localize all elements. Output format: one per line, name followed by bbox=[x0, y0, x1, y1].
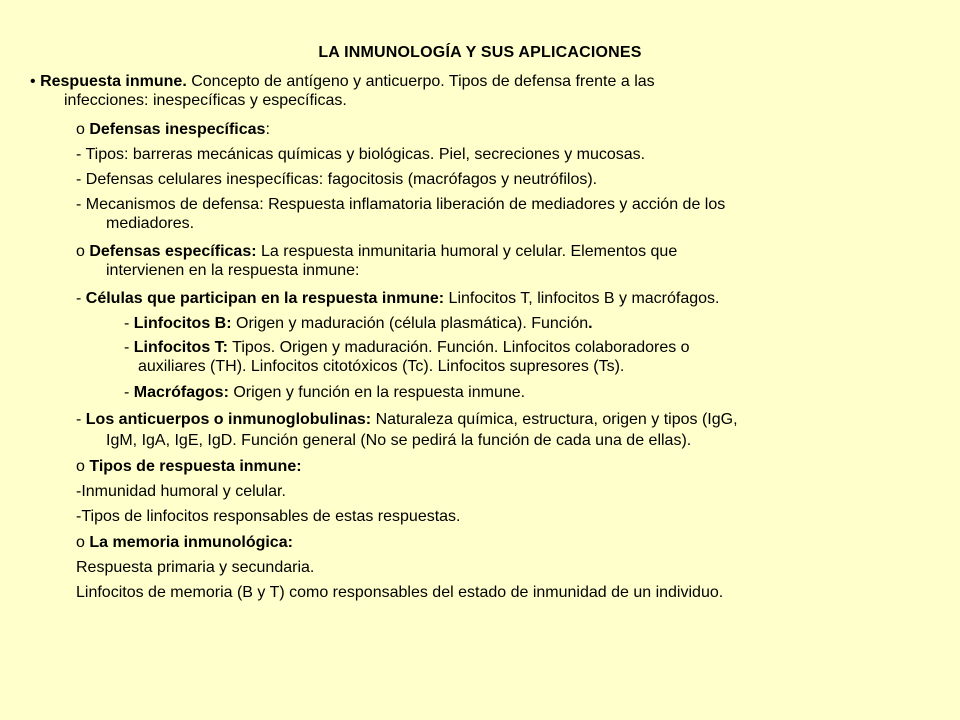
item-celulas-participan bbox=[76, 289, 720, 309]
item-defensas-celulares: - Defensas celulares inespecíficas: fagocitosis (macrófagos y neutrófilos). bbox=[76, 171, 598, 188]
item-text: Naturaleza química, estructura, origen y tipos (IgG, bbox=[371, 411, 738, 428]
page-title: LA INMUNOLOGÍA Y SUS APLICACIONES bbox=[318, 44, 642, 61]
item-respuesta-primaria: Respuesta primaria y secundaria. bbox=[76, 559, 315, 576]
item-tipos-barreras: - Tipos: barreras mecánicas químicas y biológicas. Piel, secreciones y mucosas. bbox=[76, 146, 646, 163]
item-prefix: - bbox=[124, 315, 134, 332]
item-defensas-especificas-cont: intervienen en la respuesta inmune: bbox=[106, 262, 360, 279]
item-heading: Linfocitos T: bbox=[133, 339, 228, 356]
item-macrofagos bbox=[124, 383, 525, 403]
item-linfocitos-b bbox=[124, 314, 593, 334]
item-prefix: o bbox=[76, 458, 90, 475]
item-inmunidad-humoral: -Inmunidad humoral y celular. bbox=[76, 483, 286, 500]
item-prefix: o bbox=[76, 534, 90, 551]
item-defensas-inespecificas bbox=[76, 120, 270, 140]
item-text: Origen y maduración (célula plasmática). Función bbox=[231, 315, 589, 332]
item-mecanismos-defensa-cont: mediadores. bbox=[106, 215, 195, 232]
item-prefix: - bbox=[76, 411, 86, 428]
item-linfocitos-t bbox=[124, 338, 690, 358]
item-memoria-inmunologica bbox=[76, 533, 293, 553]
item-anticuerpos-cont: IgM, IgA, IgE, IgD. Función general (No se pedirá la función de cada una de ellas). bbox=[106, 432, 692, 449]
item-text: Tipos. Origen y maduración. Función. Linfocitos colaboradores o bbox=[228, 339, 690, 356]
item-prefix: o bbox=[76, 243, 90, 260]
item-text: Concepto de antígeno y anticuerpo. Tipos de defensa frente a las bbox=[186, 73, 655, 90]
item-heading: Respuesta inmune. bbox=[40, 73, 187, 90]
item-heading: Linfocitos B: bbox=[133, 315, 232, 332]
item-suffix: : bbox=[265, 121, 270, 138]
item-mecanismos-defensa: - Mecanismos de defensa: Respuesta inflamatoria liberación de mediadores y acción de los bbox=[76, 196, 726, 213]
item-heading: Células que participan en la respuesta inmune: bbox=[85, 290, 445, 307]
item-respuesta-inmune-cont: infecciones: inespecíficas y específicas. bbox=[64, 92, 347, 109]
item-defensas-especificas bbox=[76, 242, 677, 262]
item-heading: Tipos de respuesta inmune: bbox=[89, 458, 302, 475]
item-heading: Defensas inespecíficas bbox=[89, 121, 266, 138]
item-anticuerpos bbox=[76, 410, 738, 430]
item-tipos-linfocitos: -Tipos de linfocitos responsables de estas respuestas. bbox=[76, 508, 461, 525]
item-text: La respuesta inmunitaria humoral y celular. Elementos que bbox=[256, 243, 678, 260]
item-text: Linfocitos T, linfocitos B y macrófagos. bbox=[444, 290, 720, 307]
item-heading: Macrófagos: bbox=[133, 384, 229, 401]
item-prefix: o bbox=[76, 121, 90, 138]
item-respuesta-inmune bbox=[30, 72, 655, 92]
item-text: Origen y función en la respuesta inmune. bbox=[228, 384, 526, 401]
bullet: • bbox=[30, 73, 36, 90]
item-linfocitos-memoria: Linfocitos de memoria (B y T) como responsables del estado de inmunidad de un individuo. bbox=[76, 584, 724, 601]
item-linfocitos-t-cont: auxiliares (TH). Linfocitos citotóxicos (Tc). Linfocitos supresores (Ts). bbox=[138, 358, 625, 375]
item-tipos-respuesta bbox=[76, 457, 302, 477]
item-prefix: - bbox=[76, 290, 86, 307]
item-end: . bbox=[588, 315, 593, 332]
item-prefix: - bbox=[124, 384, 134, 401]
item-heading: Defensas específicas: bbox=[89, 243, 257, 260]
item-heading: Los anticuerpos o inmunoglobulinas: bbox=[85, 411, 372, 428]
item-heading: La memoria inmunológica: bbox=[89, 534, 293, 551]
item-prefix: - bbox=[124, 339, 134, 356]
